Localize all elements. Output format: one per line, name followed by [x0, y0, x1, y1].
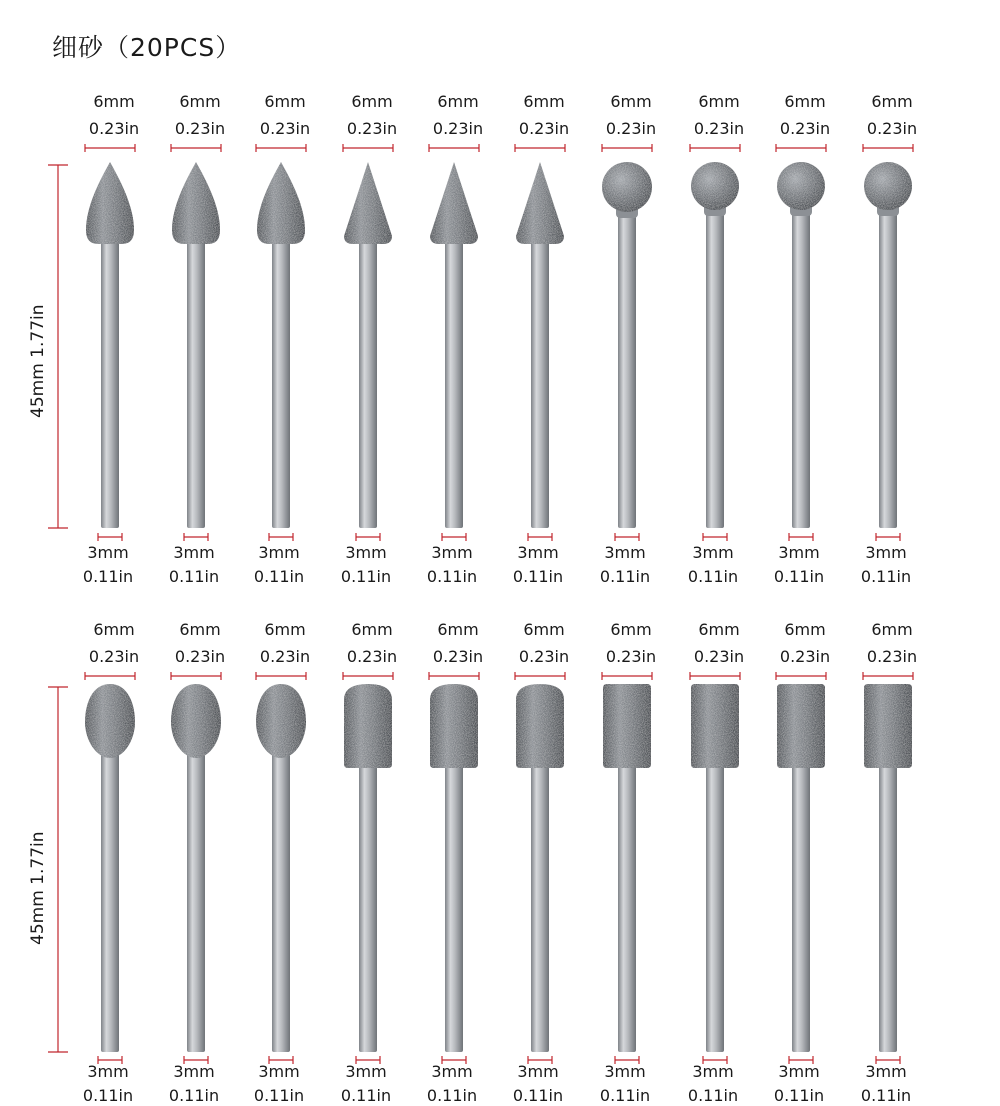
head-diameter-mm: 6mm	[784, 92, 826, 111]
head-diameter-mm: 6mm	[523, 92, 565, 111]
shank	[879, 186, 897, 528]
head-diameter-in: 0.23in	[866, 647, 918, 666]
shank-diameter-in: 0.11in	[687, 1086, 739, 1105]
head-diameter-in: 0.23in	[518, 119, 570, 138]
head-diameter-mm: 6mm	[179, 620, 221, 639]
head-diameter-mm: 6mm	[871, 92, 913, 111]
bit-row-2	[48, 672, 913, 1064]
grinding-head	[85, 684, 135, 758]
head-diameter-in: 0.23in	[346, 647, 398, 666]
burr-bit-cylinder-round	[515, 672, 565, 1064]
shank-diameter-mm: 3mm	[258, 1062, 300, 1081]
shank	[531, 760, 549, 1052]
shank-diameter-in: 0.11in	[426, 1086, 478, 1105]
head-width-dimension	[429, 144, 479, 152]
shank-diameter-mm: 3mm	[692, 1062, 734, 1081]
length-dimension	[48, 687, 68, 1052]
burr-bit-ball	[690, 144, 740, 541]
head-diameter-in: 0.23in	[866, 119, 918, 138]
length-label: 45mm 1.77in	[28, 831, 48, 945]
head-diameter-mm: 6mm	[698, 92, 740, 111]
head-width-dimension	[85, 144, 135, 152]
head-diameter-mm: 6mm	[784, 620, 826, 639]
head-diameter-in: 0.23in	[605, 647, 657, 666]
shank-width-dimension	[356, 533, 380, 541]
shank-diameter-mm: 3mm	[173, 1062, 215, 1081]
shank-diameter-in: 0.11in	[82, 567, 134, 586]
shank	[445, 760, 463, 1052]
shank-diameter-mm: 3mm	[431, 1062, 473, 1081]
shank-diameter-mm: 3mm	[517, 543, 559, 562]
head-diameter-mm: 6mm	[610, 620, 652, 639]
head-diameter-mm: 6mm	[93, 620, 135, 639]
shank-diameter-in: 0.11in	[512, 567, 564, 586]
grinding-head	[602, 162, 652, 212]
shank-diameter-mm: 3mm	[517, 1062, 559, 1081]
head-diameter-in: 0.23in	[693, 119, 745, 138]
head-diameter-in: 0.23in	[259, 119, 311, 138]
head-diameter-mm: 6mm	[264, 92, 306, 111]
grinding-head	[257, 162, 305, 244]
shank	[187, 236, 205, 528]
shank-diameter-in: 0.11in	[687, 567, 739, 586]
head-diameter-in: 0.23in	[432, 647, 484, 666]
burr-bit-ball	[776, 144, 826, 541]
shank	[359, 760, 377, 1052]
head-width-dimension	[863, 144, 913, 152]
grinding-head	[603, 684, 651, 768]
head-width-dimension	[602, 672, 652, 680]
shank	[531, 236, 549, 528]
head-diameter-in: 0.23in	[174, 647, 226, 666]
shank-diameter-mm: 3mm	[87, 1062, 129, 1081]
burr-bit-cylinder	[690, 672, 740, 1064]
burr-bit-cylinder	[602, 672, 652, 1064]
grinding-head	[256, 684, 306, 758]
shank-diameter-in: 0.11in	[599, 567, 651, 586]
shank-diameter-mm: 3mm	[431, 543, 473, 562]
head-width-dimension	[171, 144, 221, 152]
shank-diameter-in: 0.11in	[340, 1086, 392, 1105]
burr-bit-flame	[256, 144, 306, 541]
shank-diameter-in: 0.11in	[512, 1086, 564, 1105]
head-width-dimension	[602, 144, 652, 152]
shank-width-dimension	[703, 533, 727, 541]
head-width-dimension	[515, 672, 565, 680]
head-width-dimension	[429, 672, 479, 680]
grinding-head	[516, 684, 564, 768]
head-width-dimension	[343, 672, 393, 680]
grinding-head	[864, 684, 912, 768]
head-diameter-in: 0.23in	[518, 647, 570, 666]
shank-width-dimension	[98, 533, 122, 541]
burr-bit-ball	[602, 144, 652, 541]
head-width-dimension	[515, 144, 565, 152]
grinding-head	[516, 162, 564, 244]
burr-bit-ball	[863, 144, 913, 541]
head-diameter-mm: 6mm	[698, 620, 740, 639]
head-width-dimension	[85, 672, 135, 680]
shank	[792, 760, 810, 1052]
shank-diameter-in: 0.11in	[599, 1086, 651, 1105]
head-diameter-mm: 6mm	[351, 620, 393, 639]
burr-bit-cylinder-round	[343, 672, 393, 1064]
head-diameter-in: 0.23in	[693, 647, 745, 666]
shank	[879, 760, 897, 1052]
shank-width-dimension	[876, 533, 900, 541]
head-width-dimension	[776, 144, 826, 152]
shank	[618, 187, 636, 528]
shank	[792, 186, 810, 528]
shank	[359, 236, 377, 528]
shank	[101, 750, 119, 1052]
shank-diameter-in: 0.11in	[340, 567, 392, 586]
shank-diameter-mm: 3mm	[604, 1062, 646, 1081]
grinding-head	[777, 684, 825, 768]
shank	[445, 236, 463, 528]
head-width-dimension	[256, 144, 306, 152]
head-diameter-mm: 6mm	[523, 620, 565, 639]
shank-diameter-mm: 3mm	[258, 543, 300, 562]
burr-bit-flame	[171, 144, 221, 541]
head-diameter-mm: 6mm	[351, 92, 393, 111]
shank-diameter-mm: 3mm	[778, 1062, 820, 1081]
burr-bit-cone	[515, 144, 565, 541]
head-diameter-in: 0.23in	[779, 647, 831, 666]
burr-bit-egg	[256, 672, 306, 1064]
head-width-dimension	[690, 672, 740, 680]
shank-diameter-in: 0.11in	[82, 1086, 134, 1105]
shank-diameter-in: 0.11in	[168, 567, 220, 586]
shank-diameter-mm: 3mm	[345, 543, 387, 562]
length-label: 45mm 1.77in	[28, 304, 48, 418]
head-diameter-in: 0.23in	[174, 119, 226, 138]
head-diameter-in: 0.23in	[432, 119, 484, 138]
bit-row-1	[48, 144, 913, 541]
head-diameter-in: 0.23in	[779, 119, 831, 138]
grinding-head	[172, 162, 220, 244]
shank	[187, 750, 205, 1052]
grinding-head	[171, 684, 221, 758]
shank-diameter-in: 0.11in	[860, 567, 912, 586]
head-width-dimension	[343, 144, 393, 152]
grinding-head	[430, 162, 478, 244]
burr-bit-egg	[171, 672, 221, 1064]
shank	[272, 236, 290, 528]
burr-bit-cone	[429, 144, 479, 541]
burr-bit-cone	[343, 144, 393, 541]
grinding-head	[86, 162, 134, 244]
shank-diameter-in: 0.11in	[860, 1086, 912, 1105]
shank-diameter-in: 0.11in	[168, 1086, 220, 1105]
head-diameter-in: 0.23in	[88, 119, 140, 138]
shank-diameter-mm: 3mm	[345, 1062, 387, 1081]
shank-diameter-in: 0.11in	[253, 567, 305, 586]
burr-bit-cylinder-round	[429, 672, 479, 1064]
head-width-dimension	[256, 672, 306, 680]
burr-bit-cylinder	[776, 672, 826, 1064]
shank-diameter-in: 0.11in	[426, 567, 478, 586]
head-diameter-mm: 6mm	[437, 620, 479, 639]
grinding-head	[344, 684, 392, 768]
shank-diameter-mm: 3mm	[865, 1062, 907, 1081]
shank-diameter-mm: 3mm	[87, 543, 129, 562]
grinding-head	[344, 162, 392, 244]
shank	[706, 760, 724, 1052]
head-width-dimension	[690, 144, 740, 152]
grinding-head	[777, 162, 825, 210]
shank-width-dimension	[269, 533, 293, 541]
shank	[618, 760, 636, 1052]
shank-diameter-mm: 3mm	[778, 543, 820, 562]
head-width-dimension	[863, 672, 913, 680]
shank-diameter-mm: 3mm	[173, 543, 215, 562]
shank-width-dimension	[789, 533, 813, 541]
head-diameter-mm: 6mm	[610, 92, 652, 111]
head-width-dimension	[171, 672, 221, 680]
shank-width-dimension	[442, 533, 466, 541]
shank-diameter-mm: 3mm	[604, 543, 646, 562]
shank-width-dimension	[528, 533, 552, 541]
shank-diameter-in: 0.11in	[773, 1086, 825, 1105]
head-diameter-mm: 6mm	[871, 620, 913, 639]
shank-diameter-in: 0.11in	[773, 567, 825, 586]
head-diameter-in: 0.23in	[346, 119, 398, 138]
shank-width-dimension	[615, 533, 639, 541]
grinding-head	[864, 162, 912, 210]
head-diameter-mm: 6mm	[437, 92, 479, 111]
grinding-head	[691, 684, 739, 768]
head-diameter-in: 0.23in	[259, 647, 311, 666]
burr-bit-cylinder	[863, 672, 913, 1064]
head-diameter-mm: 6mm	[264, 620, 306, 639]
grinding-head	[691, 162, 739, 210]
shank	[101, 236, 119, 528]
burr-bit-egg	[85, 672, 135, 1064]
length-dimension	[48, 165, 68, 528]
grinding-head	[430, 684, 478, 768]
head-diameter-mm: 6mm	[93, 92, 135, 111]
head-diameter-in: 0.23in	[88, 647, 140, 666]
shank-diameter-in: 0.11in	[253, 1086, 305, 1105]
shank-width-dimension	[184, 533, 208, 541]
shank	[272, 750, 290, 1052]
shank	[706, 186, 724, 528]
head-diameter-mm: 6mm	[179, 92, 221, 111]
shank-diameter-mm: 3mm	[865, 543, 907, 562]
head-diameter-in: 0.23in	[605, 119, 657, 138]
page-title: 细砂（20PCS）	[52, 33, 242, 62]
burr-bit-flame	[85, 144, 135, 541]
shank-diameter-mm: 3mm	[692, 543, 734, 562]
head-width-dimension	[776, 672, 826, 680]
